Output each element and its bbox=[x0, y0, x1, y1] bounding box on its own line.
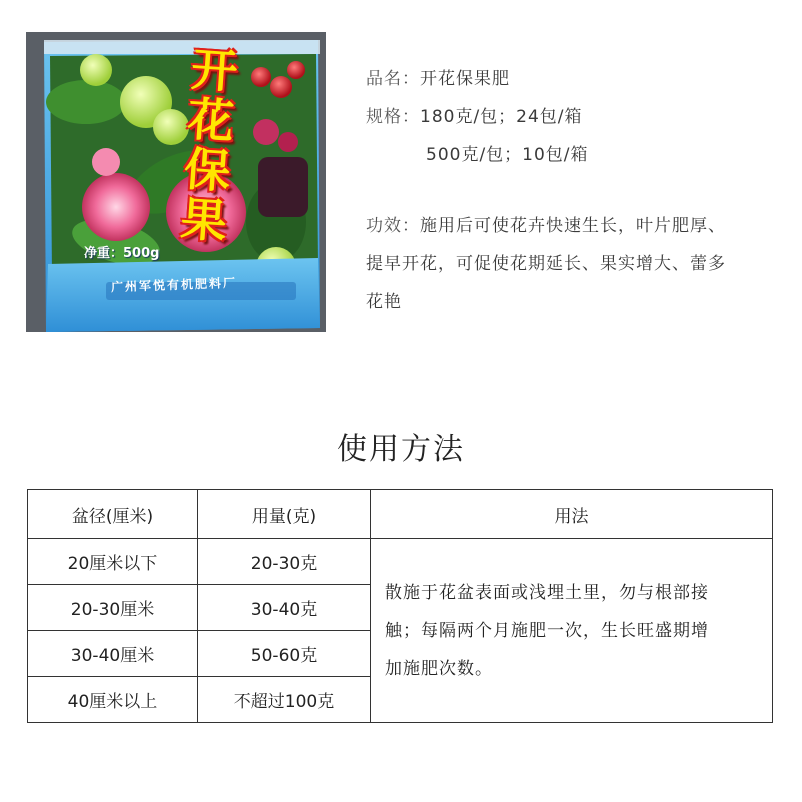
header-method: 用法 bbox=[371, 490, 773, 539]
package-title-text: 开花保果 bbox=[178, 41, 240, 249]
product-effect-line3: 花艳 bbox=[366, 292, 402, 312]
table-header-row bbox=[28, 490, 773, 539]
product-spec-line1: 180克/包；24包/箱 bbox=[420, 107, 583, 127]
row-pot-cell: 40厘米以上 bbox=[28, 677, 198, 723]
product-effect-row-3 bbox=[366, 287, 402, 312]
product-spec-line2: 500克/包；10包/箱 bbox=[426, 145, 589, 165]
row-pot-cell: 20厘米以下 bbox=[28, 539, 198, 585]
product-spec-row bbox=[366, 102, 583, 127]
product-effect-row bbox=[366, 211, 726, 236]
table-row bbox=[28, 539, 773, 585]
method-cell bbox=[371, 539, 773, 723]
package-title bbox=[178, 41, 263, 249]
product-spec-label: 规格： bbox=[366, 107, 420, 127]
product-effect-line1: 施用后可使花卉快速生长，叶片肥厚、 bbox=[420, 216, 726, 236]
row-pot-cell: 30-40厘米 bbox=[28, 631, 198, 677]
product-name-label: 品名： bbox=[366, 69, 420, 89]
product-spec-row-2 bbox=[426, 140, 589, 165]
row-amount-cell: 50-60克 bbox=[198, 631, 371, 677]
header-amount: 用量(克) bbox=[198, 490, 371, 539]
product-effect-label: 功效： bbox=[366, 216, 420, 236]
method-line: 散施于花盆表面或浅埋土里，勿与根部接 bbox=[385, 582, 709, 603]
product-effect-row-2 bbox=[366, 249, 726, 274]
header-pot-diameter: 盆径(厘米) bbox=[28, 490, 198, 539]
method-line: 加施肥次数。 bbox=[385, 658, 493, 679]
usage-title: 使用方法 bbox=[337, 432, 465, 467]
product-effect-line2: 提早开花，可促使花期延长、果实增大、蕾多 bbox=[366, 254, 726, 274]
usage-table bbox=[27, 489, 773, 723]
row-pot-cell: 20-30厘米 bbox=[28, 585, 198, 631]
row-amount-cell: 20-30克 bbox=[198, 539, 371, 585]
product-name-value: 开花保果肥 bbox=[420, 69, 510, 89]
package-manufacturer: 广州军悦有机肥料厂 bbox=[110, 275, 238, 295]
product-image bbox=[26, 32, 326, 332]
method-line: 触；每隔两个月施肥一次，生长旺盛期增 bbox=[385, 620, 709, 641]
row-amount-cell: 不超过100克 bbox=[198, 677, 371, 723]
row-amount-cell: 30-40克 bbox=[198, 585, 371, 631]
package-net-weight: 净重：500g bbox=[84, 246, 160, 261]
product-name-row bbox=[366, 64, 510, 89]
